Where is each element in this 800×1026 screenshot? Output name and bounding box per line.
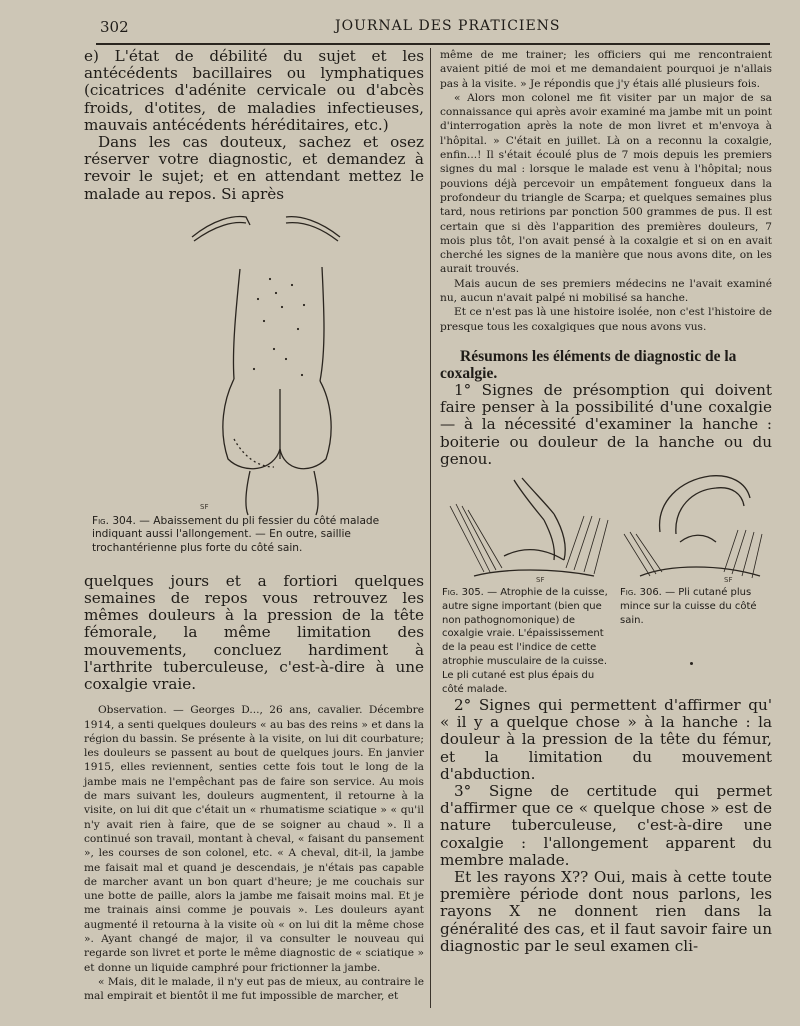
paragraph-observation: Observation. — Georges D..., 26 ans, cavalier. Décembre 1914, a senti quelques douleurs « au bas des reins » et dans la région du bassin. Se présente à la visite, on lui dit courbature; les douleurs se passent au bout de quelques jours. En janvier 1915, elles reviennent, senties cette fois tout le long de la jambe mais ne l'empêchant pas de faire son service. Au mois de mars suivant les, douleurs augmentent, il retourne à la visite, on lui dit que c'était un « rhumatisme sciatique » « qu'il n'y avait rien à faire, que de se soigner au chaud ». Il a continué son travail, montant à cheval, « faisant du pansement », les courses de son colonel, etc. « A cheval, dit-il, la jambe me faisait mal et quand je descendais, je n'étais pas capable de marcher avant un bon quart d'heure; je me couchais sur une botte de paille, alors la jambe me faisait moins mal. Et je me trainais ainsi comme je pouvais ». Les douleurs ayant augmenté il retourna à la visite où « on lui dit la même chose ». Ayant changé de major, il va consulter le nouveau qui regarde son livret et porte le même diagnostic de « sciatique » et donne un liquide camphré pour frictionner la jambe. xyxy=(84,704,424,974)
paragraph-not-isolated: Et ce n'est pas là une histoire isolée, non c'est l'histoire de presque tous les coxalgiques que nous avons vus. xyxy=(440,306,772,333)
paragraph-colonel: « Alors mon colonel me fit visiter par un major de sa connaissance qui après avoir examiné ma jambe mit un point d'interrogation après la note de mon livret et m'envoya à l'hôpital. » C'était en juillet. Là on a reconnu la coxalgie, enfin...! Il s'était écoulé plus de 7 mois depuis les premiers signes du mal : lorsque le malade est venu à l'hôpital; nous pouvions déjà percevoir un empâtement fongueux dans la profondeur du triangle de Scarpa; et quelques semaines plus tard, nous retirions par ponction 500 grammes de pus. Il est certain que si dès l'apparition des premières douleurs, 7 mois plus tôt, l'on avait pensé à la coxalgie et si on en avait cherché les signes de la manière que nous avons dite, on les aurait trouvés. xyxy=(440,91,772,276)
page-number: 302 xyxy=(100,18,129,36)
caption-fig306-text: — Pli cutané plus mince sur la cuisse du côté sain. xyxy=(620,586,757,626)
ink-speck xyxy=(690,662,693,665)
paragraph-continuation: même de me trainer; les officiers qui me rencontraient avaient pitié de moi et me demandaient pourquoi je n'allais pas à la visite. » Je répondis que j'y étais allé plusieurs fois. xyxy=(440,49,772,90)
paragraph-antecedents: e) L'état de débilité du sujet et les antécédents bacillaires ou lymphatiques (cicatrices d'adénite cervicale ou d'abcès froids, d'otites, de maladies infectieuses, mauvais antécédents héréditaires, etc.) xyxy=(84,47,424,134)
caption-fig306-label: Fig. 306. xyxy=(620,586,662,598)
paragraph-sign-1: 1° Signes de présomption qui doivent faire penser à la possibilité d'une coxalgie — à la nécessité d'examiner la hanche : boiterie ou douleur de la hanche ou du genou. xyxy=(440,380,772,468)
paragraph-conclusion: quelques jours et a fortiori quelques semaines de repos vous retrouvez les mêmes douleurs à la pression de la tête fémorale, la même limitation des mouvements, concluez hardiment à l'arthrite tuberculeuse, c'est-à-dire à une coxalgie vraie. xyxy=(84,571,424,694)
caption-fig305-label: Fig. 305. xyxy=(442,586,484,598)
header-rule xyxy=(96,43,770,45)
thigh-fold-thick-illustration xyxy=(444,476,614,586)
fig305-signature: SF xyxy=(536,575,545,584)
page-header xyxy=(0,14,800,44)
running-title: JOURNAL DES PRATICIENS xyxy=(335,18,561,34)
thigh-fold-thin-illustration xyxy=(620,472,770,586)
figure-304 xyxy=(84,203,424,573)
caption-fig305 xyxy=(442,586,610,696)
left-column xyxy=(84,48,424,1003)
caption-fig306 xyxy=(620,586,770,627)
caption-fig304-text: — Abaissement du pli fessier du côté malade indiquant aussi l'allongement. — En outre, saillie trochantérienne plus forte du côté sain. xyxy=(92,514,380,555)
paragraph-no-exam: Mais aucun de ses premiers médecins ne l'avait examiné nu, aucun n'avait palpé ni mobilisé sa hanche. xyxy=(440,277,772,305)
paragraph-patient-quote: « Mais, dit le malade, il n'y eut pas de mieux, au contraire le mal empirait et bientôt il me fut impossible de marcher, et xyxy=(84,975,424,1003)
paragraph-doubtful-cases: Dans les cas douteux, sachez et osez réserver votre diagnostic, et demandez à revoir le sujet; et en attendant mettez le malade au repos. Si après xyxy=(84,133,424,203)
column-divider xyxy=(430,48,431,1008)
caption-fig304-label: Fig. 304. xyxy=(92,514,136,527)
paragraph-sign-3: 3° Signe de certitude qui permet d'affirmer que ce « quelque chose » est de nature tuberculeuse, c'est-à-dire une coxalgie : l'allongement apparent du membre malade. xyxy=(440,781,772,869)
right-column xyxy=(440,48,772,955)
caption-fig305-text: — Atrophie de la cuisse, autre signe important (bien que non pathognomonique) de coxalgie vraie. L'épaississement de la peau est l'indice de cette atrophie musculaire de la cuisse. Le pli cutané est plus épais du côté malade. xyxy=(442,586,608,695)
paragraph-x-rays: Et les rayons X?? Oui, mais à cette toute première période dont nous parlons, les rayons X ne donnent rien dans la généralité des cas, et il faut savoir faire un diagnostic par le seul examen cli- xyxy=(440,867,772,955)
figures-305-306 xyxy=(440,472,772,697)
fig306-signature: SF xyxy=(724,575,733,584)
caption-fig304 xyxy=(92,515,412,556)
paragraph-sign-2: 2° Signes qui permettent d'affirmer qu' « il y a quelque chose » à la hanche : la douleur à la pression de la tête du fémur, et la limitation du mouvement d'abduction. xyxy=(440,695,772,783)
back-drawing-illustration xyxy=(174,209,354,519)
section-heading: Résumons les éléments de diagnostic de la coxalgie. xyxy=(440,347,737,382)
fig304-signature: SF xyxy=(200,502,209,511)
